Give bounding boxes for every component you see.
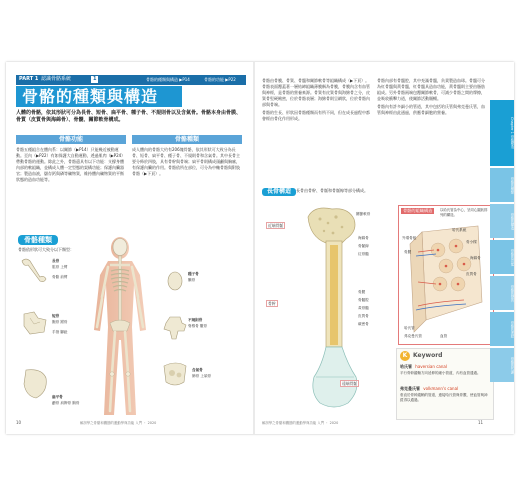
right-page-number: 11 [478, 420, 484, 425]
cross-section-description: 以哈氏管為中心，呈同心圓狀排列的構造。 [440, 208, 488, 217]
part-number: 1 [93, 76, 97, 82]
left-footer: 解剖學之骨骼和關節的運動學與功能 入門 ・ 2020 [80, 421, 157, 425]
section-heading-types: 骨骼種類 [132, 135, 242, 144]
bone-label-flat: 扁平骨 [52, 395, 63, 399]
skeleton-figure [80, 235, 160, 420]
types-text: 成人體內的骨骼大約有206塊骨骼，依其形狀可大致分為長骨、短骨、扁平骨、種子骨、不規則骨和含氣骨。其中長骨主要分佈於四肢，具有骨幹與骨端；扁平骨則構成頭顱與胸廓，有保護內臟的作用。骨骼依所在部位，可分為中軸骨骼與附肢骨骼（▶下頁）。 [132, 147, 240, 176]
right-footer: 解剖學之骨骼和關節的運動學與功能 入門 ・ 2020 [262, 421, 339, 425]
label-haversian-canal: 哈氏管 [404, 326, 415, 330]
bone-label-sesamoid: 種子骨 [188, 272, 199, 276]
cross-section-heading: 骨骼的組織構造 [403, 208, 433, 213]
side-tab[interactable]: 骨骼的構造 [490, 204, 514, 238]
skeleton-heading: 骨骼種類 [18, 235, 58, 245]
irregular-bone-illustration [162, 315, 188, 341]
label-spongy-bone: 海綿骨 [358, 236, 369, 240]
bone-label-long-ex: 肱骨 上臂 [52, 265, 68, 269]
short-bone-illustration [20, 310, 50, 336]
keyword-term-2 [400, 386, 458, 392]
right-col1-text [262, 78, 372, 178]
intro-text: 人體的骨骼，依其形狀可分為長骨、短骨、扁平骨、種子骨、不規則骨以及含氣骨。骨骼本身由骨膜、骨質（皮質骨與海綿骨）、骨髓、關節軟骨構成。 [16, 110, 242, 123]
label-volkmann-canal: 弗克曼氏管 [404, 334, 422, 338]
label-epiphyseal-line: 骨骺線 [358, 244, 369, 248]
bone-label-short-ex2: 手指 腳趾 [52, 330, 68, 334]
bone-label-flat-ex: 顱骨 肩胛骨 胸骨 [52, 401, 80, 405]
sesamoid-bone-illustration [165, 270, 185, 292]
label-periosteum: 骨膜 [358, 290, 366, 294]
label-yellow-marrow: 黃骨髓 [358, 306, 369, 310]
page-title: 骨骼的種類與構造 [22, 87, 159, 106]
bone-label-irregular-ex: 脊椎骨 髖骨 [188, 324, 208, 328]
label-diaphysis: 骨幹 [268, 301, 276, 306]
label-articular-cartilage: 關節軟骨 [356, 212, 371, 216]
label-haversian-system: 哈氏系統 [452, 228, 467, 232]
label-compact-bone: 緻密骨 [358, 322, 369, 326]
keyword-box [396, 348, 494, 420]
part-title: 認識骨骼系統 [41, 76, 72, 82]
label-spongy-bone-cross: 海綿骨 [470, 256, 481, 260]
bone-label-pneumatic: 含氣骨 [192, 368, 203, 372]
nav-link[interactable]: 骨骼的功能 ▶P22 [204, 77, 236, 82]
side-tab-active[interactable]: Chapter 1 骨骼構造 [490, 100, 514, 166]
bone-label-irregular: 不規則骨 [188, 318, 203, 322]
keyword-term-2-en: volkmann's canal [423, 386, 459, 391]
right-col2-paragraph2: 骨骼內有許多細小的管道，其中包括哈氏管與弗克曼氏管，血管與神經由此通過，供應骨細胞的營養。 [377, 104, 485, 115]
bone-label-short: 短骨 [52, 314, 60, 318]
bone-label-short-ex: 腕骨 跗骨 [52, 320, 68, 324]
section-heading-functions: 骨骼功能 [16, 135, 126, 144]
right-col1-paragraph2: 骨骼的生長、形狀因骨骼種類而有所不同，但在成長過程中都會經由骨化作用形成。 [262, 110, 370, 121]
bone-label-pneumatic-ex: 篩骨 上頜骨 [192, 374, 212, 378]
flat-bone-illustration [20, 368, 50, 400]
side-tab[interactable]: 骨骼的連結 [490, 312, 514, 346]
keyword-def-1: 平行骨幹縱軸方向延伸的細小管道，內有血管通過。 [400, 371, 481, 375]
keyword-title: Keyword [413, 352, 443, 359]
right-col2-paragraph: 骨骼內部有骨髓腔，其中充滿骨髓，負責製造血球。骨髓可分為紅骨髓與黃骨髓，紅骨髓具造血功能，黃骨髓則主要由脂肪組成。另外骨骼兩端包覆關節軟骨，可減少骨骼之間的摩擦，並吸收衝擊力道，使關節活動順暢。 [377, 78, 485, 101]
label-trabecula: 骨小樑 [466, 240, 477, 244]
side-tab[interactable]: 骨骼的功能 [490, 240, 514, 274]
keyword-icon: K [400, 351, 410, 361]
label-red-marrow: 紅骨髓 [358, 252, 369, 256]
keyword-term-1-label: 哈氏管 [400, 364, 412, 369]
keyword-term-2-label: 弗克曼氏管 [400, 386, 420, 391]
bone-label-sesamoid-ex: 髕骨 [188, 278, 196, 282]
label-marrow-cavity: 骨髓腔 [358, 298, 369, 302]
bone-label-long-ex2: 骨骼 前臂 [52, 275, 68, 279]
long-bone-description: 長骨由骨幹、骨骺和骨骺線等部分構成。 [296, 188, 368, 193]
functions-text: 骨骼五種組合在體內系：以關節（▶P14）只能幾近被動運動。至內（▶P22）有如保護大自動運動，透過肌肉（▶P24）帶動骨骼的運動。除此之外，骨骼還具有以下功能：支撐身體內部的軟組織，並構成人體一定型態的架構功能；保護內臟器官；製造血液，儲存鈣與磷等礦物質，維持體內礦物質的平衡狀態的造血功能等。 [16, 147, 126, 182]
label-outer-lamella: 外環骨板 [402, 236, 417, 240]
keyword-term-1 [400, 364, 447, 370]
long-bone-heading: 長骨構造 [262, 188, 296, 196]
long-bone-illustration [18, 255, 52, 285]
label-proximal-epiphysis: 近端骨骺 [268, 223, 284, 228]
keyword-def-2: 垂直於骨幹縱軸的管道，連接哈氏管與骨膜，使血管與神經得以通過。 [400, 393, 488, 402]
label-cortical-bone: 皮質骨 [358, 314, 369, 318]
keyword-term-1-en: haversian canal [415, 364, 447, 369]
side-tab[interactable]: 骨骼的代謝 [490, 348, 514, 382]
right-col2-text [377, 78, 487, 178]
side-tab[interactable]: 骨骼的發育 [490, 276, 514, 310]
nav-link[interactable]: 骨骼的種類與構造 ▶P14 [146, 77, 190, 82]
part-label: PART 1 [19, 76, 39, 82]
bone-label-long: 長骨 [52, 259, 60, 263]
page-gutter [253, 62, 255, 434]
pneumatic-bone-illustration [160, 360, 190, 390]
skeleton-subtitle: 骨骼依形狀可大致分以下類型： [18, 247, 74, 252]
right-col1-paragraph: 骨骼由骨膜、骨質、骨髓和關節軟骨等組織構成（▶下頁）。骨骼表面覆蓋著一層結締組織薄膜稱為骨膜，骨膜內含有血管與神經，是骨骼的營養來源。骨質有皮質骨與海綿骨之分，皮質骨堅硬緻密，位於骨骼表層；海綿骨則呈網狀，位於骨骼內部與骨端。 [262, 78, 370, 107]
left-page-number: 10 [16, 420, 22, 425]
label-periosteum-cross: 骨膜 [404, 250, 412, 254]
side-tab[interactable]: 骨骼的種類 [490, 168, 514, 202]
label-distal-epiphysis: 遠端骨骺 [342, 381, 358, 386]
label-cortical-bone-cross: 皮質骨 [466, 272, 477, 276]
label-blood-vessel: 血管 [440, 334, 448, 338]
part-header [16, 75, 246, 85]
